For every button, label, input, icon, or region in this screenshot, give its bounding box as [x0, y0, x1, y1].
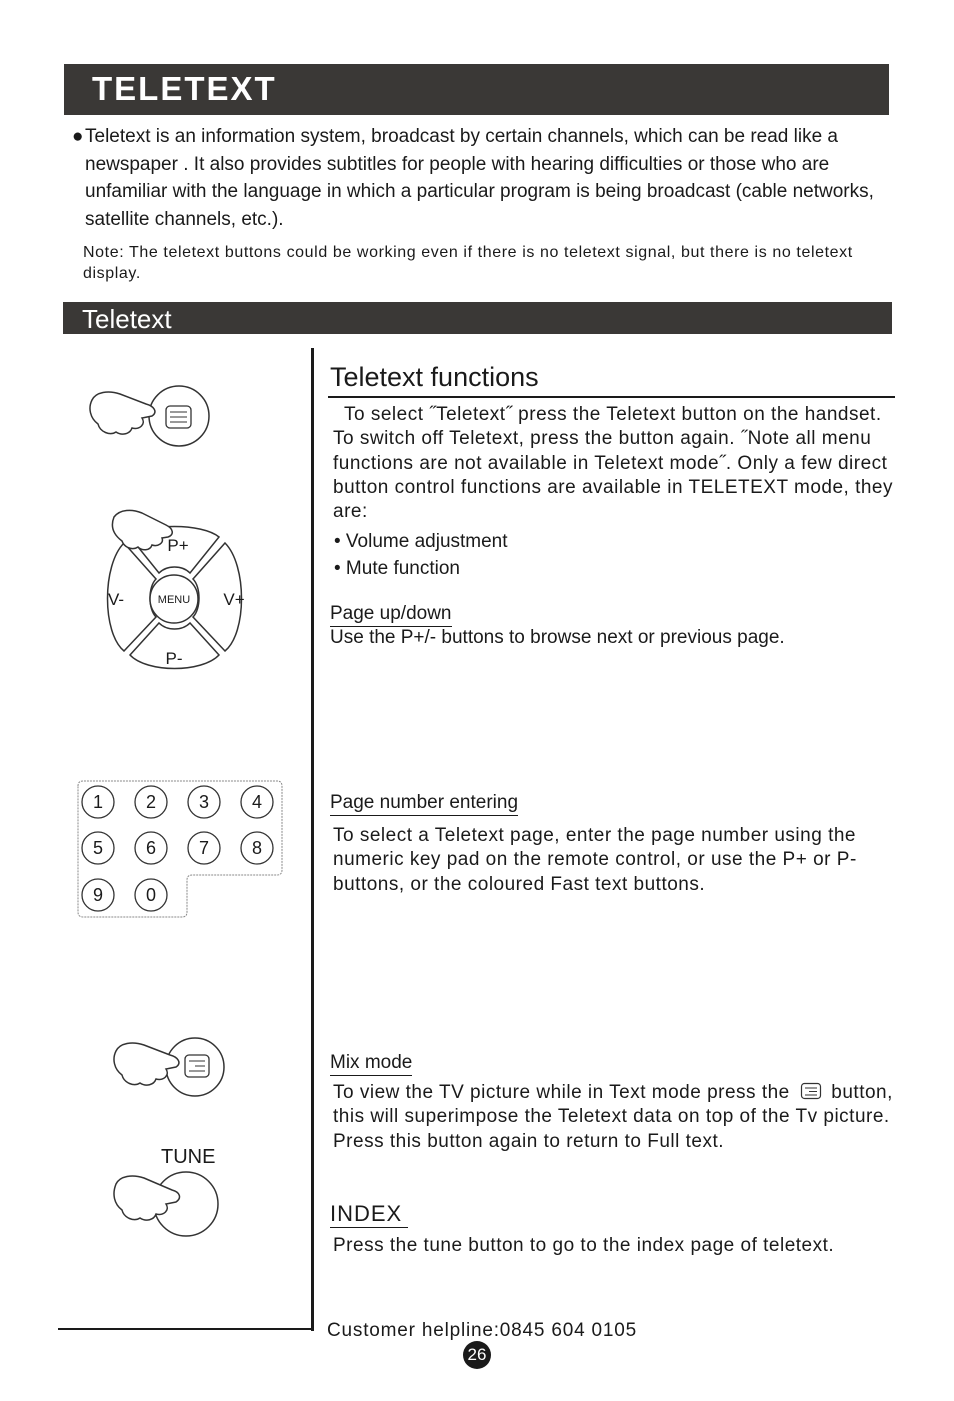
bottom-rule: [58, 1328, 313, 1330]
functions-title: Teletext functions: [330, 362, 539, 392]
page-number-text: To select a Teletext page, enter the page number using the numeric key pad on the remote control, or use the P+ or P- buttons, or the coloured Fast text buttons.: [333, 825, 857, 895]
mix-icon: [185, 1055, 209, 1077]
mix-mode-text-before: To view the TV picture while in Text mode press the: [333, 1082, 790, 1103]
functions-bullet-list: [334, 528, 508, 582]
mix-mode-text: [333, 1081, 893, 1154]
index-text: Press the tune button to go to the index page of teletext.: [333, 1235, 835, 1256]
page-updown-text: Use the P+/- buttons to browse next or previous page.: [330, 627, 785, 648]
tune-button-illustration: [110, 1170, 225, 1240]
number-key-label: 3: [198, 792, 210, 812]
number-key-label: 0: [145, 885, 157, 905]
mix-mode-title: Mix mode: [330, 1052, 412, 1076]
tune-label: TUNE: [161, 1146, 216, 1168]
dpad-right-label: V+: [223, 590, 245, 609]
mix-inline-icon: [800, 1082, 822, 1100]
number-key-label: 6: [145, 838, 157, 858]
number-key-label: 8: [251, 838, 263, 858]
page-title: TELETEXT: [92, 70, 277, 107]
number-key-label: 4: [251, 792, 263, 812]
section-bar: [63, 302, 892, 334]
intro-paragraph: [72, 123, 892, 233]
teletext-button-illustration: [86, 380, 216, 452]
hand-icon: [90, 392, 155, 434]
number-key-label: 7: [198, 838, 210, 858]
dpad-left-label: V-: [107, 590, 125, 609]
number-key-label: 1: [92, 792, 104, 812]
intro-text: Teletext is an information system, broadcast by certain channels, which can be read like a newspaper . It also provides subtitles for people with hearing difficulties or those who are unfamiliar with the language in which a particular program is being broadcast (cable networks, satellite channels, etc.).: [85, 126, 874, 230]
functions-paragraph: To select ˝Teletext˝ press the Teletext button on the handset. To switch off Teletext, press the button again. ˝Note all menu functions are not available in Teletext mode˝. Only a few direct button control functions are available in TELETEXT mode, they are:: [333, 404, 893, 523]
dpad-illustration: [92, 505, 257, 685]
list-item: • Mute function: [334, 558, 460, 579]
intro-note: Note: The teletext buttons could be working even if there is no teletext signal, but there is no teletext display.: [83, 244, 853, 282]
index-title: INDEX: [330, 1200, 408, 1228]
page-updown-title: Page up/down: [330, 603, 452, 627]
dpad-down-label: P-: [165, 649, 183, 668]
list-item: • Volume adjustment: [334, 531, 508, 552]
dpad-up-label: P+: [167, 536, 189, 555]
intro-bullet: ●: [72, 126, 84, 147]
customer-helpline: Customer helpline:0845 604 0105: [327, 1320, 638, 1341]
dpad-center-label: MENU: [157, 594, 191, 606]
page-number-title: Page number entering: [330, 792, 518, 816]
mix-mode-text-after: button, this will superimpose the Teletext data on top of the Tv picture. Press this button again to return to Full text.: [333, 1082, 893, 1152]
column-divider: [311, 348, 314, 1331]
numeric-keypad-illustration: [74, 778, 286, 924]
section-title: Teletext: [82, 304, 172, 334]
teletext-icon: [166, 406, 191, 428]
page-number-badge: 26: [463, 1341, 491, 1369]
number-key-label: 2: [145, 792, 157, 812]
number-key-label: 9: [92, 885, 104, 905]
functions-rule: [328, 396, 895, 398]
mix-button-illustration: [110, 1033, 230, 1103]
number-key-label: 5: [92, 838, 104, 858]
